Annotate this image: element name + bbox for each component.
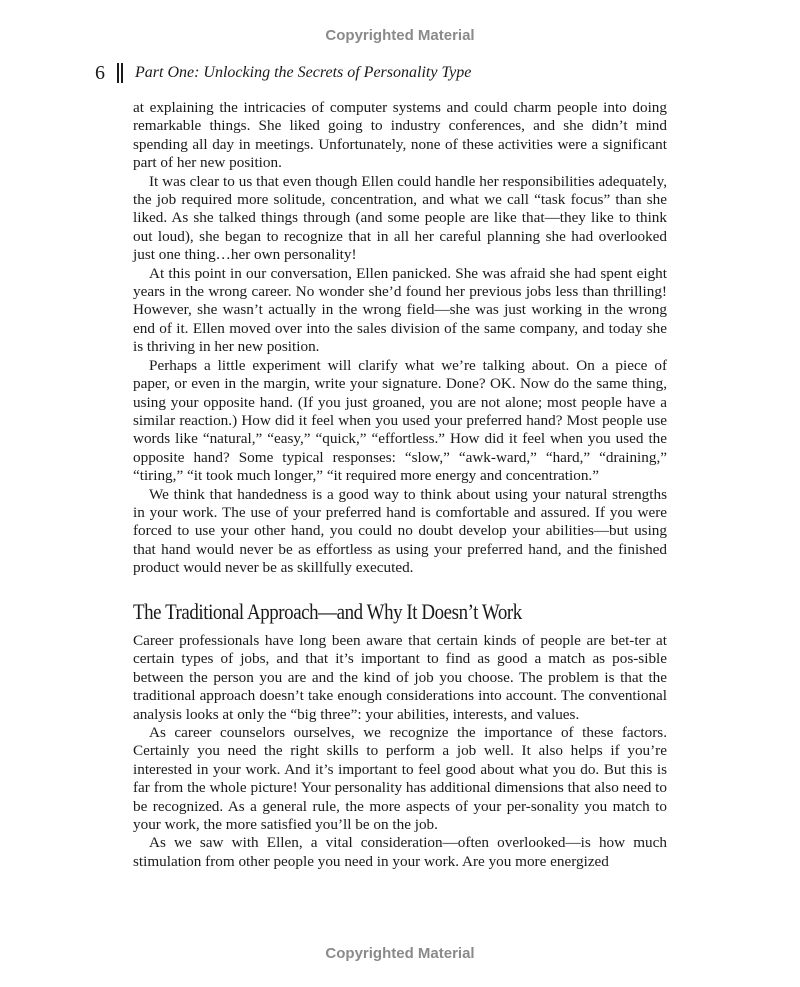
paragraph: At this point in our conversation, Ellen panicked. She was afraid she had spent eight years in the wrong career. No wonder she’d found her previous jobs less than thrilling! However, she wasn’t actually in the wrong field—she was just working in the wrong end of it. Ellen moved over into the sales division of the same company, and today she is thriving in her new position. bbox=[133, 264, 667, 356]
section-heading: The Traditional Approach—and Why It Doesn’t Work bbox=[133, 599, 522, 624]
paragraph: It was clear to us that even though Ellen could handle her responsibilities adequately, the job required more solitude, concentration, and what we call “task focus” than she liked. As she talked things through (and some people are like that—they like to think out loud), she began to recognize that in all her careful planning she had overlooked just one thing…her own personality! bbox=[133, 172, 667, 264]
copyright-watermark-bottom: Copyrighted Material bbox=[325, 945, 475, 962]
paragraph: We think that handedness is a good way to think about using your natural strengths in your work. The use of your preferred hand is comfortable and assured. If you were forced to use your other hand, you could no doubt develop your abilities—but using that hand would never be as effortless as using your preferred hand, and the finished product would never be as skillfully executed. bbox=[133, 485, 667, 577]
paragraph: As we saw with Ellen, a vital consideration—often overlooked—is how much stimulation from other people you need in your work. Are you more energized bbox=[133, 834, 667, 870]
copyright-watermark-top: Copyrighted Material bbox=[325, 27, 475, 44]
paragraph: Career professionals have long been aware that certain kinds of people are bet-ter at certain types of jobs, and that it’s important to find as good a match as pos-sible between the person you are and the kind of job you choose. The problem is that the traditional approach doesn’t take enough considerations into account. The conventional analysis looks at only the “big three”: your abilities, interests, and values. bbox=[133, 632, 667, 723]
page-number: 6 bbox=[95, 61, 105, 84]
body-text-after-heading bbox=[133, 632, 667, 871]
paragraph: at explaining the intricacies of computer systems and could charm people into doing remarkable things. She liked going to industry conferences, and she didn’t mind spending all day in meetings. Unfortunately, none of these activities were a significant part of her new position. bbox=[133, 99, 667, 172]
body-text-before-heading bbox=[133, 99, 667, 578]
running-head bbox=[95, 61, 471, 85]
double-rule-icon bbox=[117, 63, 123, 83]
paragraph: Perhaps a little experiment will clarify what we’re talking about. On a piece of paper, or even in the margin, write your signature. Done? OK. Now do the same thing, using your opposite hand. (If you just groaned, you are not alone; most people have a similar reaction.) How did it feel when you used your preferred hand? Most people use words like “natural,” “easy,” “quick,” “effortless.” How did it feel when you used the opposite hand? Some typical responses: “slow,” “awk-ward,” “hard,” “draining,” “tiring,” “it took much longer,” “it required more energy and concentration.” bbox=[133, 356, 667, 485]
part-title: Part One: Unlocking the Secrets of Personality Type bbox=[135, 64, 472, 81]
paragraph: As career counselors ourselves, we recognize the importance of these factors. Certainly you need the right skills to perform a job well. It also helps if you’re interested in your work. And it’s important to feel good about what you do. But this is far from the whole picture! Your personality has additional dimensions that also need to be recognized. As a general rule, the more aspects of your per-sonality you match to your work, the more satisfied you’ll be on the job. bbox=[133, 724, 667, 834]
